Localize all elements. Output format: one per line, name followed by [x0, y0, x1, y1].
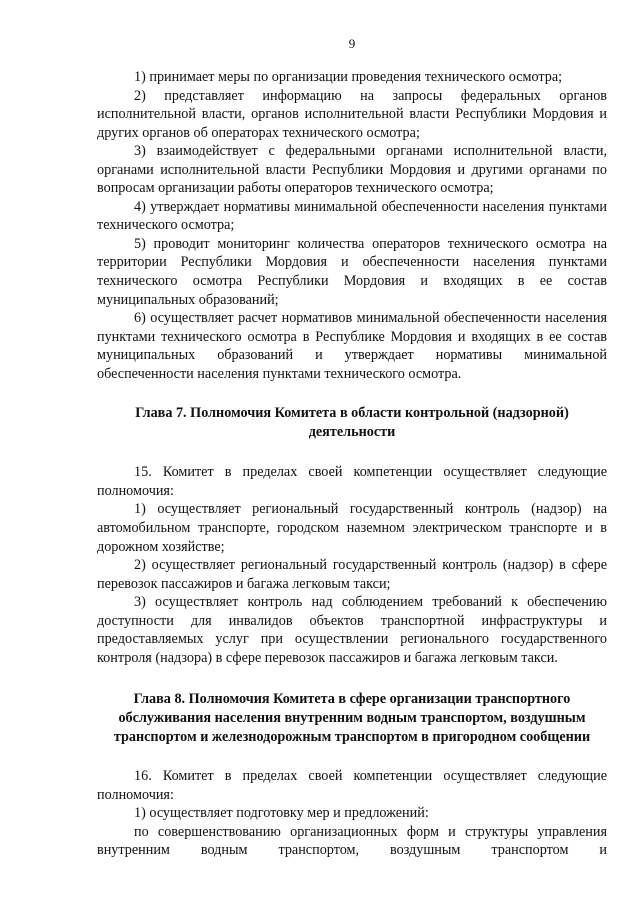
list-item: 3) взаимодействует с федеральными органами исполнительной власти, органами исполнительной власти Республики Мордовия и другими органами по вопросам организации работы операторов технического осмотра; — [97, 143, 607, 197]
document-page — [97, 36, 607, 860]
page-number: 9 — [348, 36, 356, 51]
list-item: 5) проводит мониторинг количества операторов технического осмотра на территории Республики Мордовия и обеспеченности населения пунктами технического осмотра Республики Мордовия и входящих в ее состав муниципальных образований; — [97, 235, 607, 308]
list-item: 1) осуществляет региональный государственный контроль (надзор) на автомобильном транспорте, городском наземном электрическом транспорте и в дорожном хозяйстве; — [97, 501, 607, 555]
list-item: 2) осуществляет региональный государственный контроль (надзор) в сфере перевозок пассажиров и багажа легковым такси; — [97, 557, 607, 592]
list-item: по совершенствованию организационных форм и структуры управления внутренним водным транспортом, воздушным транспортом и — [97, 823, 607, 859]
list-item: 4) утверждает нормативы минимальной обеспеченности населения пунктами технического осмотра; — [97, 198, 607, 234]
list-item: 2) представляет информацию на запросы федеральных органов исполнительной власти, органов исполнительной власти Республики Мордовия и других органов об операторах технического осмотра; — [97, 87, 607, 141]
chapter-7-heading: Глава 7. Полномочия Комитета в области контрольной (надзорной) деятельности — [135, 405, 569, 440]
list-item: 1) осуществляет подготовку мер и предложений: — [134, 805, 429, 822]
chapter-8-heading: Глава 8. Полномочия Комитета в сфере организации транспортного обслуживания населения внутренним водным транспортом, воздушным транспортом и железнодорожным транспортом в пригородном сообщении — [113, 691, 591, 745]
list-item: 1) принимает меры по организации проведения технического осмотра; — [134, 69, 563, 85]
list-item: 6) осуществляет расчет нормативов минимальной обеспеченности населения пунктами технического осмотра в Республике Мордовия и входящих в ее состав муниципальных образований и утверждает нормативы минимальной обеспеченности населения пунктами технического осмотра. — [97, 310, 607, 382]
chapter-7-intro: 15. Комитет в пределах своей компетенции осуществляет следующие полномочия: — [97, 464, 607, 499]
chapter-8-intro: 16. Комитет в пределах своей компетенции осуществляет следующие полномочия: — [97, 768, 607, 803]
list-item: 3) осуществляет контроль над соблюдением требований к обеспечению доступности для инвалидов объектов транспортной инфраструктуры и предоставляемых услуг при осуществлении регионального государственного контроля (надзора) в сфере перевозок пассажиров и багажа легковым такси. — [97, 594, 607, 666]
